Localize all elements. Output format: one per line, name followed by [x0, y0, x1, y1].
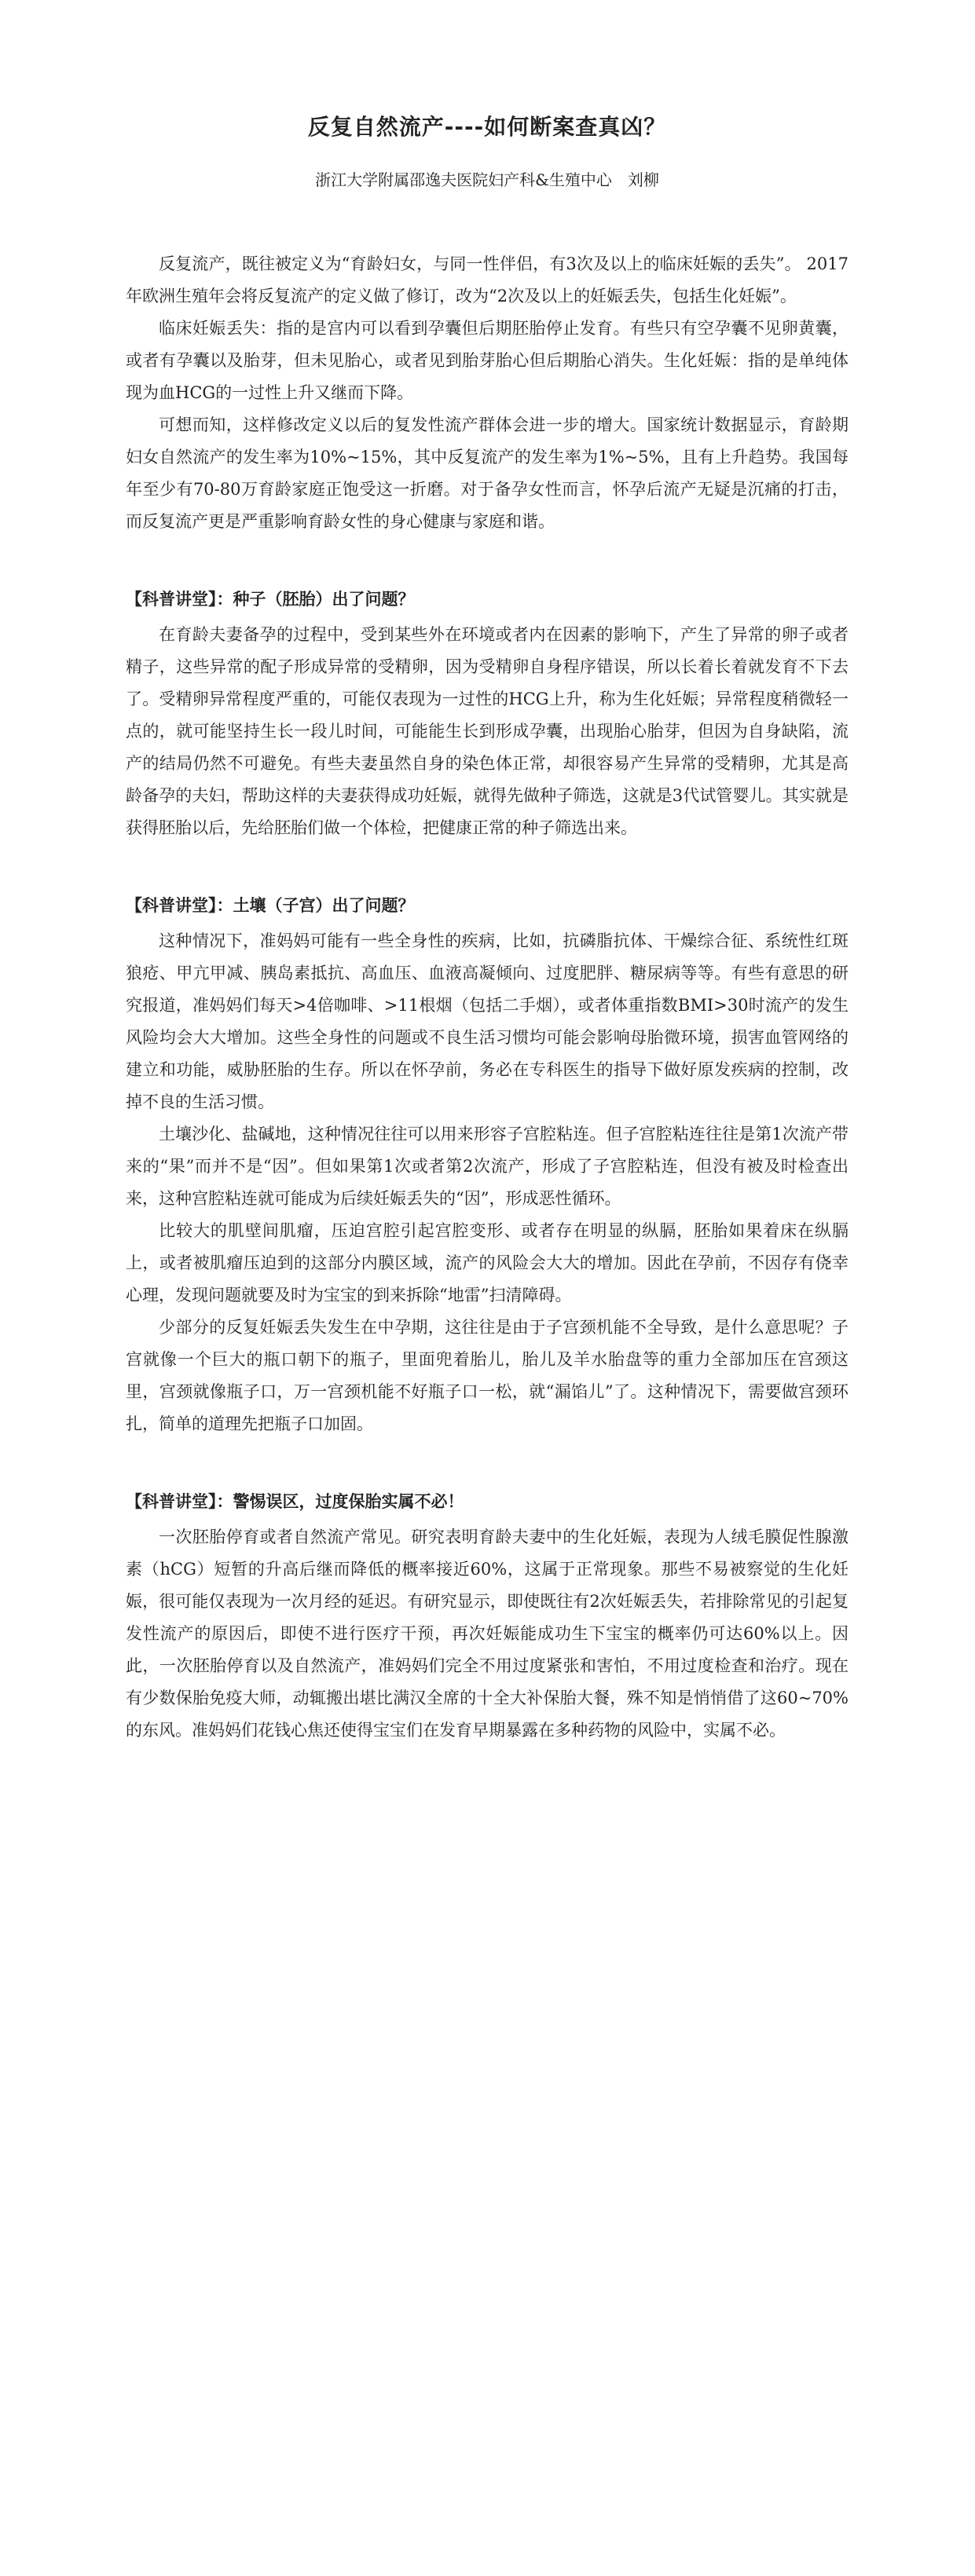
- article-author: 浙江大学附属邵逸夫医院妇产科&生殖中心 刘柳: [315, 170, 659, 189]
- embryo-paragraph-1: 在育龄夫妻备孕的过程中，受到某些外在环境或者内在因素的影响下，产生了异常的卵子或者精子，这些异常的配子形成异常的受精卵，因为受精卵自身程序错误，所以长着长着就发育不下去了。受精卵异常程度严重的，可能仅表现为一过性的HCG上升，称为生化妊娠；异常程度稍微轻一点的，就可能坚持生长一段儿时间，可能能生长到形成孕囊，出现胎心胎芽，但因为自身缺陷，流产的结局仍然不可避免。有些夫妻虽然自身的染色体正常，却很容易产生异常的受精卵，尤其是高龄备孕的夫妇，帮助这样的夫妻获得成功妊娠，就得先做种子筛选，这就是3代试管婴儿。其实就是获得胚胎以后，先给胚胎们做一个体检，把健康正常的种子筛选出来。: [126, 625, 849, 837]
- section-heading-misconception: 【科普讲堂】：警惕误区，过度保胎实属不必！: [126, 1492, 464, 1511]
- intro-paragraph-3: 可想而知，这样修改定义以后的复发性流产群体会进一步的增大。国家统计数据显示，育龄期妇女自然流产的发生率为10%~15%，其中反复流产的发生率为1%~5%，且有上升趋势。我国每年至少有70-80万育龄家庭正饱受这一折磨。对于备孕女性而言，怀孕后流产无疑是沉痛的打击，而反复流产更是严重影响育龄女性的身心健康与家庭和谐。: [126, 415, 849, 531]
- intro-paragraph-2: 临床妊娠丢失：指的是宫内可以看到孕囊但后期胚胎停止发育。有些只有空孕囊不见卵黄囊，或者有孕囊以及胎芽，但未见胎心，或者见到胎芽胎心但后期胎心消失。生化妊娠：指的是单纯体现为血HCG的一过性上升又继而下降。: [126, 319, 849, 402]
- section-uterus: [126, 890, 849, 1440]
- article-title: 反复自然流产----如何断案查真凶？: [307, 114, 667, 140]
- uterus-paragraph-2: 土壤沙化、盐碱地，这种情况往往可以用来形容子宫腔粘连。但子宫腔粘连往往是第1次流产带来的“果”而并不是“因”。但如果第1次或者第2次流产，形成了子宫腔粘连，但没有被及时检查出来，这种宫腔粘连就可能成为后续妊娠丢失的“因”，形成恶性循环。: [126, 1125, 849, 1208]
- section-heading-uterus: 【科普讲堂】：土壤（子宫）出了问题？: [126, 896, 415, 915]
- section-misconception: [126, 1486, 849, 1747]
- intro-section: [126, 248, 849, 538]
- misconception-paragraph-1: 一次胚胎停育或者自然流产常见。研究表明育龄夫妻中的生化妊娠，表现为人绒毛膜促性腺激素（hCG）短暂的升高后继而降低的概率接近60%，这属于正常现象。那些不易被察觉的生化妊娠，很可能仅表现为一次月经的延迟。有研究显示，即使既往有2次妊娠丢失，若排除常见的引起复发性流产的原因后，即使不进行医疗干预，再次妊娠能成功生下宝宝的概率仍可达60%以上。因此，一次胚胎停育以及自然流产，准妈妈们完全不用过度紧张和害怕，不用过度检查和治疗。现在有少数保胎免疫大师，动辄搬出堪比满汉全席的十全大补保胎大餐，殊不知是悄悄借了这60~70%的东风。准妈妈们花钱心焦还使得宝宝们在发育早期暴露在多种药物的风险中，实属不必。: [126, 1528, 849, 1740]
- section-embryo: [126, 584, 849, 844]
- uterus-paragraph-1: 这种情况下，准妈妈可能有一些全身性的疾病，比如，抗磷脂抗体、干燥综合征、系统性红斑狼疮、甲亢甲减、胰岛素抵抗、高血压、血液高凝倾向、过度肥胖、糖尿病等等。有些有意思的研究报道，准妈妈们每天>4倍咖啡、>11根烟（包括二手烟），或者体重指数BMI>30时流产的发生风险均会大大增加。这些全身性的问题或不良生活习惯均可能会影响母胎微环境，损害血管网络的建立和功能，威胁胚胎的生存。所以在怀孕前，务必在专科医生的指导下做好原发疾病的控制，改掉不良的生活习惯。: [126, 931, 849, 1111]
- article: [126, 110, 849, 1747]
- intro-paragraph-1: 反复流产，既往被定义为“育龄妇女，与同一性伴侣，有3次及以上的临床妊娠的丢失”。 2017年欧洲生殖年会将反复流产的定义做了修订，改为“2次及以上的妊娠丢失，包括生化妊娠”。: [126, 254, 849, 306]
- section-heading-embryo: 【科普讲堂】：种子（胚胎）出了问题？: [126, 590, 415, 609]
- uterus-paragraph-4: 少部分的反复妊娠丢失发生在中孕期，这往往是由于子宫颈机能不全导致，是什么意思呢？子宫就像一个巨大的瓶口朝下的瓶子，里面兜着胎儿，胎儿及羊水胎盘等的重力全部加压在宫颈这里，宫颈就像瓶子口，万一宫颈机能不好瓶子口一松，就“漏馅儿”了。这种情况下，需要做宫颈环扎，简单的道理先把瓶子口加固。: [126, 1318, 849, 1433]
- uterus-paragraph-3: 比较大的肌壁间肌瘤，压迫宫腔引起宫腔变形、或者存在明显的纵膈，胚胎如果着床在纵膈上，或者被肌瘤压迫到的这部分内膜区域，流产的风险会大大的增加。因此在孕前，不因存有侥幸心理，发现问题就要及时为宝宝的到来拆除“地雷”扫清障碍。: [126, 1221, 849, 1304]
